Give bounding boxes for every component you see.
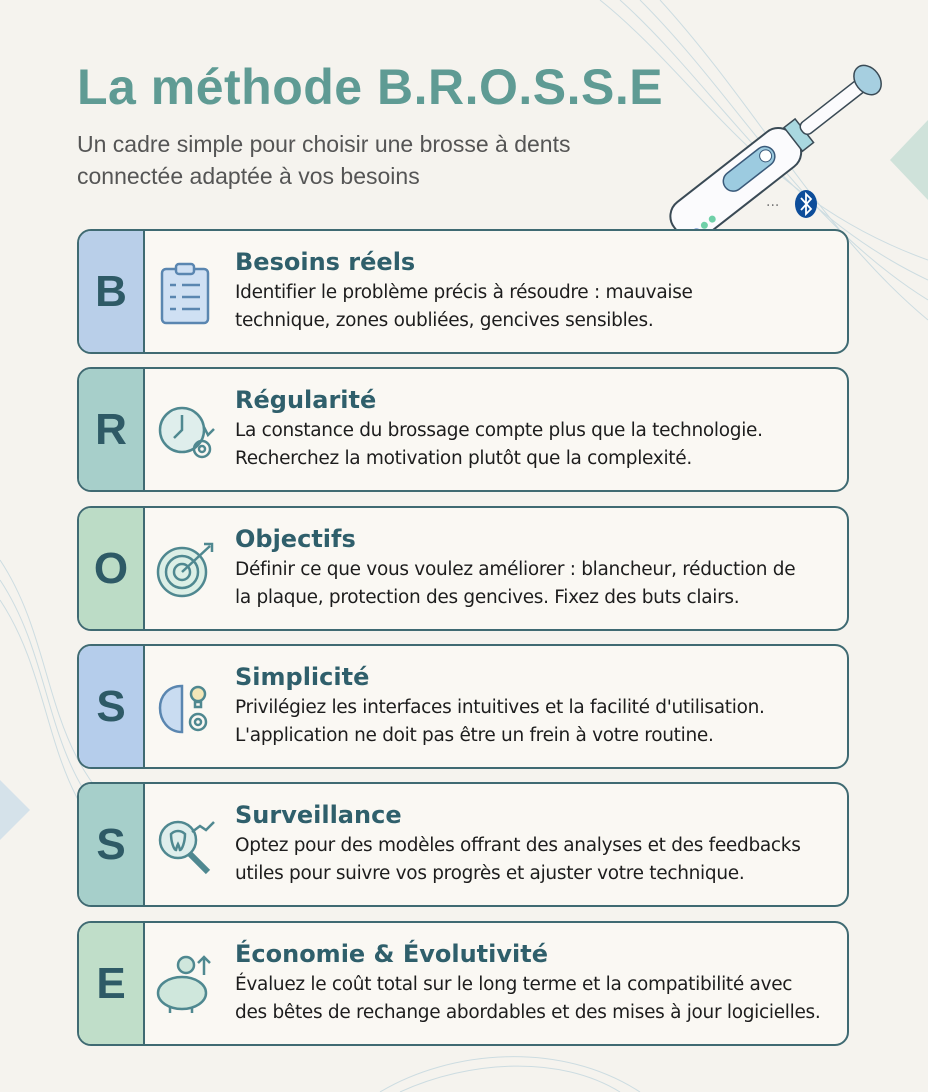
card-letter: R	[79, 369, 145, 490]
card-description-line-2: Recherchez la motivation plutôt que la complexité.	[235, 448, 692, 469]
bluetooth-icon	[795, 190, 817, 218]
target-arrow-icon	[145, 508, 225, 629]
card-description-line-1: Évaluez le coût total sur le long terme et la compatibilité avec	[235, 974, 793, 995]
method-card-r-gularit	[77, 367, 849, 492]
card-description-line-1: Identifier le problème précis à résoudre : mauvaise	[235, 282, 693, 303]
card-letter: E	[79, 923, 145, 1044]
card-title: Besoins réels	[235, 248, 416, 276]
card-text	[225, 508, 795, 629]
card-description-line-2: technique, zones oubliées, gencives sensibles.	[235, 310, 654, 331]
card-description-line-2: L'application ne doit pas être un frein à votre routine.	[235, 725, 714, 746]
card-description-line-1: Optez pour des modèles offrant des analyses et des feedbacks	[235, 835, 801, 856]
card-description-line-2: des bêtes de rechange abordables et des mises à jour logicielles.	[235, 1002, 821, 1023]
magnifier-tooth-icon	[145, 784, 225, 905]
clock-gear-icon	[145, 369, 225, 490]
card-title: Simplicité	[235, 663, 370, 691]
card-letter: B	[79, 231, 145, 352]
card-title: Régularité	[235, 386, 377, 414]
card-description-line-2: la plaque, protection des gencives. Fixez des buts clairs.	[235, 587, 740, 608]
card-description-line-1: Définir ce que vous voulez améliorer : blancheur, réduction de	[235, 559, 796, 580]
card-description-line-1: La constance du brossage compte plus que la technologie.	[235, 420, 763, 441]
card-letter: S	[79, 784, 145, 905]
card-title: Surveillance	[235, 801, 402, 829]
card-description-line-1: Privilégiez les interfaces intuitives et la facilité d'utilisation.	[235, 697, 765, 718]
brain-bulb-gear-icon	[145, 646, 225, 767]
method-card-besoins-r-els	[77, 229, 849, 354]
svg-text:···: ···	[766, 198, 780, 214]
card-title: Objectifs	[235, 525, 356, 553]
page-subtitle: Un cadre simple pour choisir une brosse à dents connectée adaptée à vos besoins	[77, 131, 571, 189]
card-title: Économie & Évolutivité	[235, 940, 548, 968]
page-title: La méthode B.R.O.S.S.E	[77, 59, 664, 115]
card-text	[225, 784, 801, 905]
piggy-bank-icon	[145, 923, 225, 1044]
card-letter: S	[79, 646, 145, 767]
card-letter: O	[79, 508, 145, 629]
method-card-simplicit	[77, 644, 849, 769]
method-card-conomie-volutivit	[77, 921, 849, 1046]
card-text	[225, 369, 763, 490]
card-text	[225, 923, 820, 1044]
clipboard-checklist-icon	[145, 231, 225, 352]
card-text	[225, 646, 765, 767]
card-description-line-2: utiles pour suivre vos progrès et ajuster votre technique.	[235, 863, 745, 884]
method-card-objectifs	[77, 506, 849, 631]
card-text	[225, 231, 693, 352]
method-card-surveillance	[77, 782, 849, 907]
